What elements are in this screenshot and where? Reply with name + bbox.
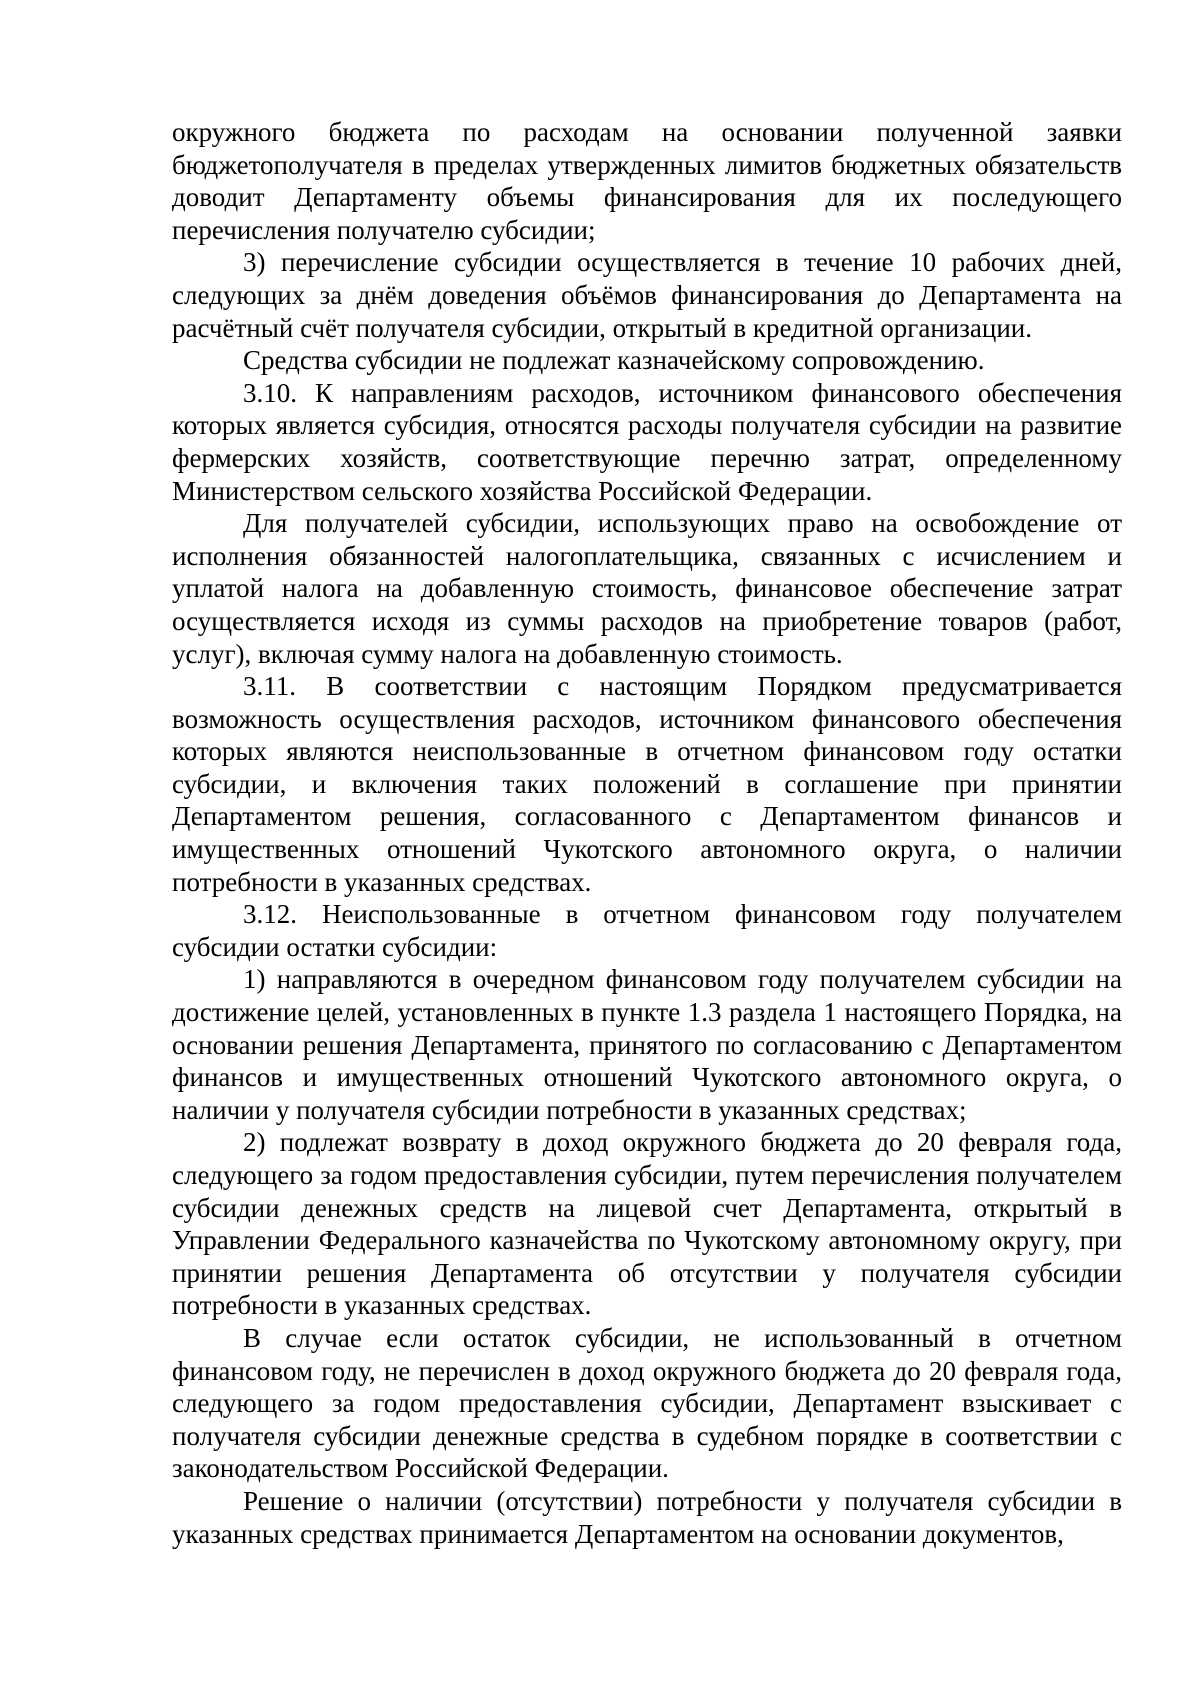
paragraph-court-recovery: В случае если остаток субсидии, не использованный в отчетном финансовом году, не перечислен в доход окружного бюджета до 20 февраля года, следующего за годом предоставления субсидии, Департамент взыскивает с получателя субсидии денежные средства в судебном порядке в соответствии с законодательством Российской Федерации. [172, 1322, 1122, 1484]
paragraph-subsidy-transfer: 3) перечисление субсидии осуществляется в течение 10 рабочих дней, следующих за днём доведения объёмов финансирования до Департамента на расчётный счёт получателя субсидии, открытый в кредитной организации. [172, 247, 1122, 343]
paragraph-treasury-support: Средства субсидии не подлежат казначейскому сопровождению. [243, 345, 985, 376]
document-page [172, 116, 1122, 1550]
paragraph-need-decision: Решение о наличии (отсутствии) потребности у получателя субсидии в указанных средствах принимается Департаментом на основании документов, [172, 1485, 1122, 1549]
paragraph-3-12-item-2: 2) подлежат возврату в доход окружного бюджета до 20 февраля года, следующего за годом предоставления субсидии, путем перечисления получателем субсидии денежных средств на лицевой счет Департамента, открытый в Управлении Федерального казначейства по Чукотскому автономному округу, при принятии решения Департамента об отсутствии у получателя субсидии потребности в указанных средствах. [172, 1127, 1122, 1321]
paragraph-3-11: 3.11. В соответствии с настоящим Порядком предусматривается возможность осуществления расходов, источником финансового обеспечения которых являются неиспользованные в отчетном финансовом году остатки субсидии, и включения таких положений в соглашение при принятии Департаментом решения, согласованного с Департаментом финансов и имущественных отношений Чукотского автономного округа, о наличии потребности в указанных средствах. [172, 671, 1122, 897]
paragraph-3-12-item-1: 1) направляются в очередном финансовом году получателем субсидии на достижение целей, установленных в пункте 1.3 раздела 1 настоящего Порядка, на основании решения Департамента, принятого по согласованию с Департаментом финансов и имущественных отношений Чукотского автономного округа, о наличии у получателя субсидии потребности в указанных средствах; [172, 964, 1122, 1125]
paragraph-3-12: 3.12. Неиспользованные в отчетном финансовом году получателем субсидии остатки субсидии: [172, 899, 1122, 962]
paragraph-3-10: 3.10. К направлениям расходов, источником финансового обеспечения которых является субсидия, относятся расходы получателя субсидии на развитие фермерских хозяйств, соответствующие перечню затрат, определенному Министерством сельского хозяйства Российской Федерации. [172, 377, 1122, 506]
paragraph-vat-exemption: Для получателей субсидии, использующих право на освобождение от исполнения обязанностей налогоплательщика, связанных с исчислением и уплатой налога на добавленную стоимость, финансовое обеспечение затрат осуществляется исходя из суммы расходов на приобретение товаров (работ, услуг), включая сумму налога на добавленную стоимость. [172, 508, 1122, 669]
paragraph-budget-financing: окружного бюджета по расходам на основании полученной заявки бюджетополучателя в пределах утвержденных лимитов бюджетных обязательств доводит Департаменту объемы финансирования для их последующего перечисления получателю субсидии; [172, 117, 1122, 245]
